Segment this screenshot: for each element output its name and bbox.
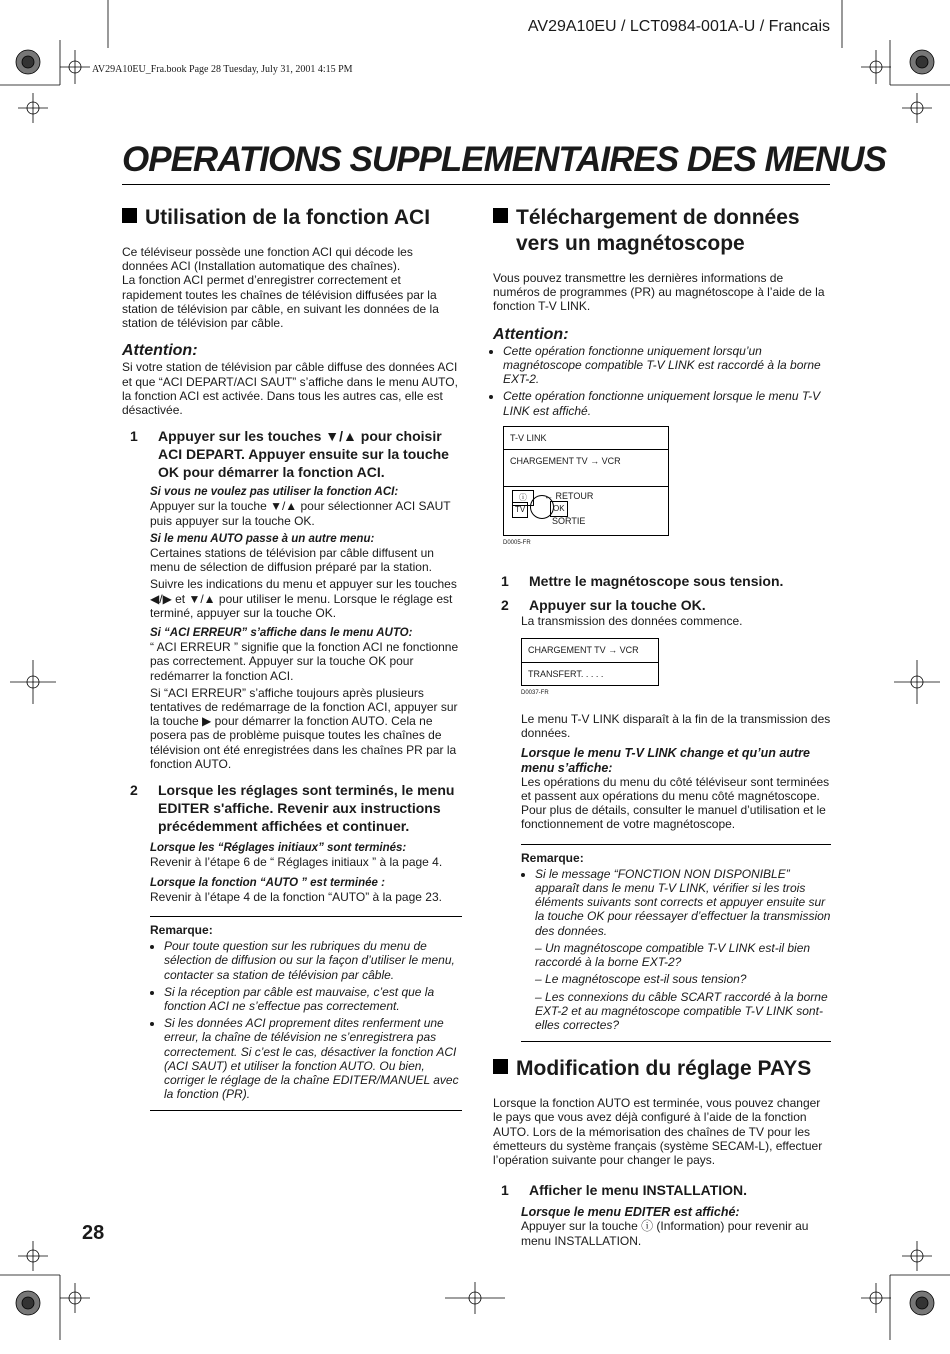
pays-heading: Modification du réglage PAYS — [493, 1056, 831, 1082]
aci-step-2: 2 Lorsque les réglages sont terminés, le menu EDITER s'affiche. Revenir aux instructions précédemment affichées et continuer. — [130, 782, 455, 835]
tvlink-attention-heading: Attention: — [493, 325, 569, 343]
osd-ok-label: OK — [550, 501, 568, 517]
tvlink-subheading: Lorsque le menu T-V LINK change et qu’un autre menu s’affiche: — [521, 746, 810, 775]
tvlink-attention-item: • Cette opération fonctionne uniquement lorsque le menu T-V LINK est affiché. — [503, 389, 831, 417]
tvlink-remark-title: Remarque: — [521, 850, 584, 865]
tvlink-check-item: – Les connexions du câble SCART raccordé à la borne EXT-2 et au magnétoscope compatible T-V LINK sont-elles correctes? — [535, 989, 828, 1032]
osd-code: D0037-FR — [521, 689, 549, 696]
osd-tv-label: TV — [512, 502, 528, 518]
osd-line: CHARGEMENT TV → VCR — [504, 450, 668, 487]
tvlink-step-1: 1 Mettre le magnétoscope sous tension. — [501, 573, 784, 590]
aci-remark-box — [150, 916, 462, 1111]
book-info-line: AV29A10EU_Fra.book Page 28 Tuesday, July 31, 2001 4:15 PM — [92, 64, 353, 75]
aci-step2-text-2: Revenir à l’étape 4 de la fonction “AUTO” à la page 23. — [150, 889, 442, 904]
aci-remark-item: • Si la réception par câble est mauvaise, c’est que la fonction ACI ne s’effectue pas correctement. — [164, 985, 462, 1013]
tvlink-step-2: 2 Appuyer sur la touche OK. — [501, 597, 706, 614]
pays-subheading: Lorsque le menu EDITER est affiché: — [521, 1205, 740, 1220]
tvlink-remark-box — [521, 844, 831, 1042]
osd-code: D0005-FR — [503, 540, 531, 547]
document-header: AV29A10EU / LCT0984-001A-U / Francais — [527, 18, 830, 35]
aci-step1-text-2: Certaines stations de télévision par câble diffusent un menu de sélection de diffusion préparé par la station. — [150, 546, 434, 575]
aci-heading: Utilisation de la fonction ACI — [122, 205, 462, 231]
aci-step1-text-4: “ ACI ERREUR ” signifie que la fonction ACI ne fonctionne pas correctement. Appuyer sur la touche OK pour redémarrer la fonction ACI. — [150, 640, 459, 683]
tvlink-attention-item: • Cette opération fonctionne uniquement lorsqu’un magnétoscope compatible T-V LINK est raccordé à la borne EXT-2. — [503, 344, 831, 387]
left-column — [122, 205, 462, 1111]
tvlink-check-item: – Le magnétoscope est-il sous tension? — [535, 972, 747, 987]
tvlink-text-2: Les opérations du menu du côté téléviseur sont terminées et passent aux opérations du menu côté magnétoscope. Pour plus de détails, consulter le manuel d’utilisation et le fonctionnement de votre magnétoscope. — [521, 774, 830, 832]
tvlink-check-item: – Un magnétoscope compatible T-V LINK est-il bien raccordé à la borne EXT-2? — [535, 940, 811, 970]
aci-remark-item: • Si les données ACI proprement dites renferment une erreur, la chaîne de télévision ne s’enregistrera pas correctement. Si c’est le cas, désactiver la fonction ACI (ACI SAUT) et utiliser la fonction AUTO. Ou bien, corriger le réglage de la chaîne EDITER/MANUEL avec la fonction (PR). — [164, 1016, 462, 1101]
aci-step1-text-1: Appuyer sur la touche ▼/▲ pour sélectionner ACI SAUT puis appuyer sur la touche OK. — [150, 499, 451, 528]
aci-intro-2: La fonction ACI permet d’enregistrer correctement et rapidement toutes les chaînes de télévision diffusées par la station de télévision par câble, en suivant les données de la station de télévision par câble. — [122, 273, 439, 331]
aci-remark-item: • Pour toute question sur les rubriques du menu de sélection de diffusion ou sur la façon d’utiliser le menu, contacter sa station de télévision par câble. — [164, 939, 462, 982]
aci-step2-text-1: Revenir à l’étape 6 de “ Réglages initiaux ” à la page 4. — [150, 855, 443, 870]
page-title: OPERATIONS SUPPLEMENTAIRES DES MENUS — [122, 140, 830, 185]
aci-attention-text: Si votre station de télévision par câble diffuse des données ACI et que “ACI DEPART/ACI SAUT” s’affiche dans le menu AUTO, la fonction ACI est activée. Dans tous les autres cas, elle est désactivée. — [122, 360, 458, 418]
aci-step1-text-3: Suivre les indications du menu et appuyer sur les touches ◀/▶ et ▼/▲ pour utiliser le menu. Lorsque le réglage est terminé, appuyer sur la touche OK. — [150, 577, 457, 620]
square-bullet-icon — [122, 208, 137, 223]
square-bullet-icon — [493, 208, 508, 223]
info-button-icon: ⓘ — [512, 490, 534, 506]
tvlink-step2-text: La transmission des données commence. — [521, 614, 743, 629]
pays-step-1: 1 Afficher le menu INSTALLATION. — [501, 1182, 748, 1199]
osd-line: TRANSFERT. . . . . — [528, 668, 604, 679]
osd-line: CHARGEMENT TV → VCR — [522, 639, 658, 662]
aci-step2-subheading-2: Lorsque la fonction “AUTO ” est terminée : — [150, 876, 385, 889]
osd-retour-label: ← RETOUR — [544, 491, 594, 502]
transfer-osd-screen — [521, 638, 659, 685]
tvlink-remark-item: • Si le message “FONCTION NON DISPONIBLE” apparaît dans le menu T-V LINK, vérifier si les trois éléments suivants sont corrects et appuyer ensuite sur la touche OK pour réessayer d’effectuer la transmission des données. — [535, 867, 831, 938]
aci-remark-title: Remarque: — [150, 922, 213, 937]
tvlink-text-1: Le menu T-V LINK disparaît à la fin de la transmission des données. — [521, 712, 831, 741]
osd-sortie-label: SORTIE — [552, 516, 586, 527]
right-column — [493, 205, 831, 1248]
tvlink-intro: Vous pouvez transmettre les dernières informations de numéros de programmes (PR) au magnétoscope à l’aide de la fonction T-V LINK. — [493, 271, 825, 314]
tvlink-heading: Téléchargement de données vers un magnétoscope — [493, 205, 831, 257]
pays-intro: Lorsque la fonction AUTO est terminée, vous pouvez changer le pays que vous avez déjà configuré à l’aide de la fonction AUTO. Lors de la mémorisation des chaînes de TV pour les émetteurs du système français (système SECAM-L), effectuer l’opération suivante pour changer le pays. — [493, 1096, 823, 1167]
aci-step1-subheading-1: Si vous ne voulez pas utiliser la fonction ACI: — [150, 486, 399, 499]
osd-title: T-V LINK — [504, 427, 668, 450]
page-number: 28 — [82, 1222, 105, 1244]
aci-intro-1: Ce téléviseur possède une fonction ACI qui décode les données ACI (Installation automatique des chaînes). — [122, 245, 413, 274]
aci-step1-subheading-2: Si le menu AUTO passe à un autre menu: — [150, 532, 375, 545]
aci-attention-heading: Attention: — [122, 342, 198, 360]
aci-step-1: 1 Appuyer sur les touches ▼/▲ pour choisir ACI DEPART. Appuyer ensuite sur la touche OK pour démarrer la fonction ACI. — [130, 428, 449, 481]
aci-step1-subheading-3: Si “ACI ERREUR” s’affiche dans le menu AUTO: — [150, 627, 413, 640]
aci-step2-subheading-1: Lorsque les “Réglages initiaux” sont terminés: — [150, 842, 407, 855]
square-bullet-icon — [493, 1059, 508, 1074]
pays-text: Appuyer sur la touche ⓘ (Information) pour revenir au menu INSTALLATION. — [521, 1219, 809, 1248]
aci-step1-text-5: Si “ACI ERREUR” s’affiche toujours après plusieurs tentatives de redémarrage de la fonction ACI, appuyer sur la touche ▶ pour démarrer la fonction AUTO. Cela ne posera pas de problème puisque toutes les chaînes de télévision ont été enregistrées dans les chaînes PR par la fonction AUTO. — [150, 685, 458, 771]
tvlink-osd-screen — [503, 426, 669, 536]
